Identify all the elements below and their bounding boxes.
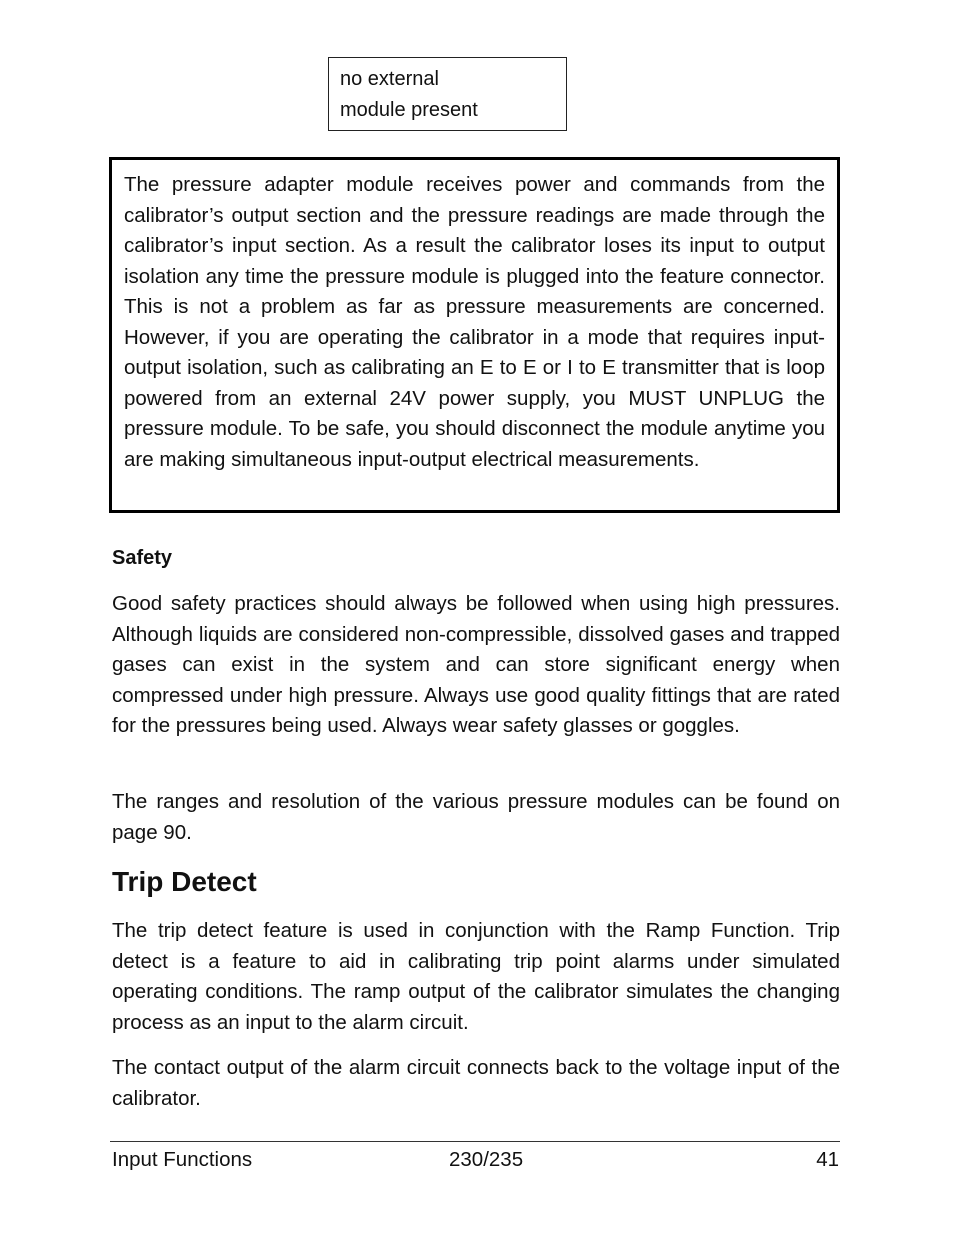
footer-page-number: 41 <box>816 1148 839 1171</box>
trip-detect-paragraph-2: The contact output of the alarm circuit connects back to the voltage input of the calibrator. <box>112 1056 840 1110</box>
safety-paragraph-1: Good safety practices should always be followed when using high pressures. Although liquids are considered non-compressible, dissolved gases and trapped gases can exist in the system and can store significant energy when compressed under high pressure. Always use good quality fittings that are rated for the pressures being used. Always wear safety glasses or goggles. <box>112 592 840 737</box>
safety-heading: Safety <box>112 547 173 569</box>
footer-model-number: 230/235 <box>449 1148 524 1171</box>
warning-text: The pressure adapter module receives power and commands from the calibrator’s output section and the pressure readings are made through the calibrator’s input section. As a result the calibrator loses its input to output isolation any time the pressure module is plugged into the feature connector. This is not a problem as far as pressure measurements are concerned. However, if you are operating the calibrator in a mode that requires input-output isolation, such as calibrating an E to E or I to E transmitter that is loop powered from an external 24V power supply, you MUST UNPLUG the pressure module. To be safe, you should disconnect the module anytime you are making simultaneous input-output electrical measurements. <box>124 173 825 471</box>
trip-detect-heading: Trip Detect <box>112 866 257 897</box>
footer-divider <box>110 1141 840 1142</box>
trip-detect-paragraph-1: The trip detect feature is used in conjunction with the Ramp Function. Trip detect is a feature to aid in calibrating trip point alarms under simulated operating conditions. The ramp output of the calibrator simulates the changing process as an input to the alarm circuit. <box>112 919 840 1034</box>
callout-box <box>328 57 567 131</box>
safety-paragraph-2: The ranges and resolution of the various pressure modules can be found on page 90. <box>112 790 840 844</box>
callout-line-2: module present <box>340 99 478 121</box>
footer-section-title: Input Functions <box>112 1148 253 1171</box>
warning-box <box>109 157 840 513</box>
callout-line-1: no external <box>340 68 439 90</box>
